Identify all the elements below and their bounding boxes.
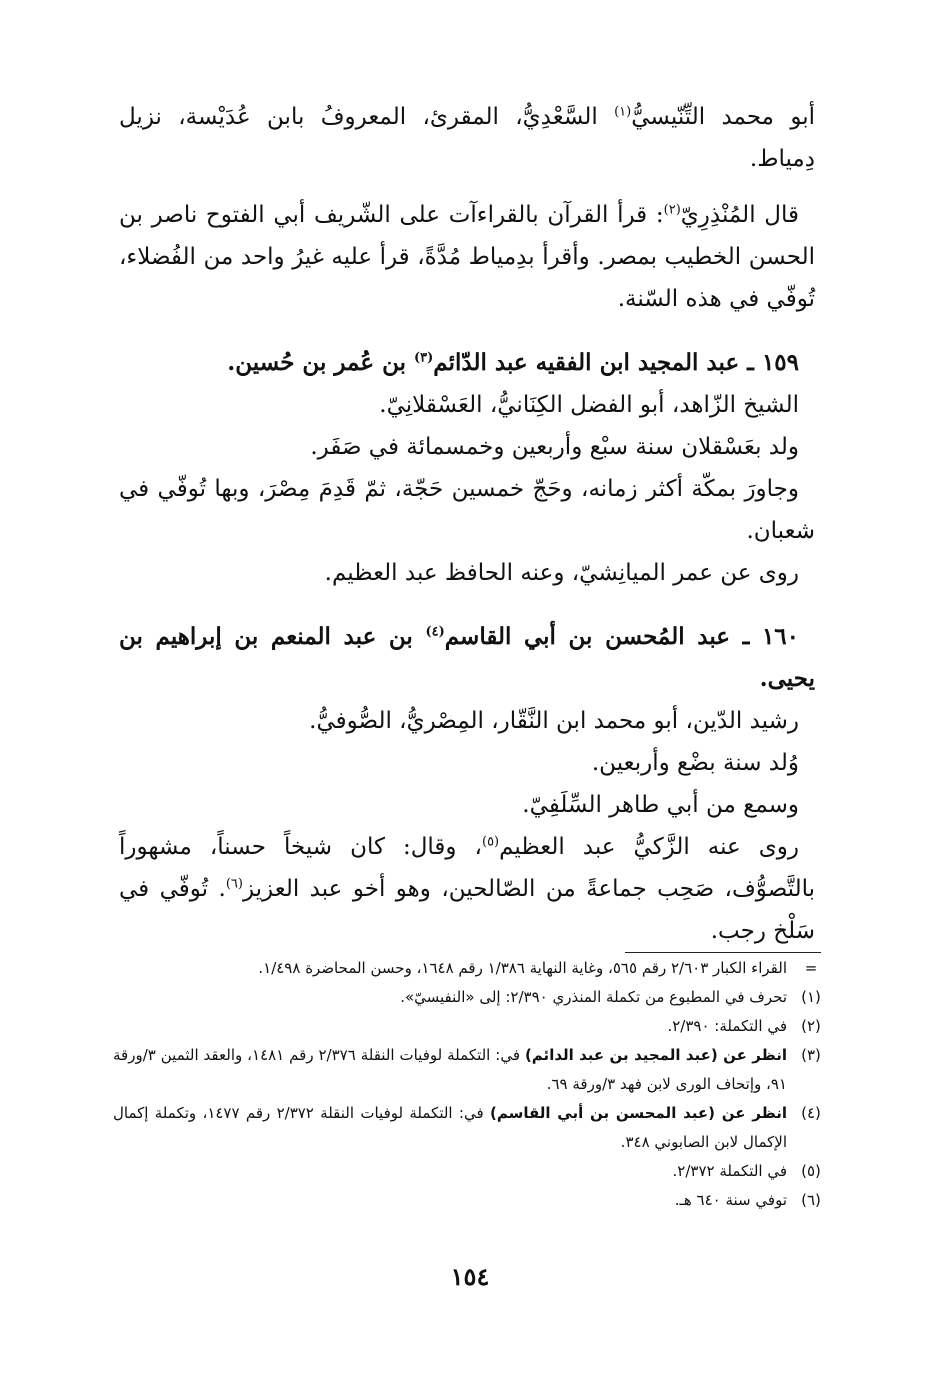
footnote-mark: (٥) <box>801 1162 821 1180</box>
footnotes <box>113 954 835 1215</box>
entry-160-line-2: وُلد سنة بضْع وأربعين. <box>591 750 799 776</box>
footnote-text: في التكملة ٢/٣٧٢. <box>672 1162 787 1180</box>
footnote-sources: في: التكملة لوفيات النقلة ٢/٣٧٢ رقم ١٤٧٧، وتكملة إكمال الإكمال لابن الصابوني ٣٤٨. <box>113 1104 787 1151</box>
footnote-4 <box>113 1099 835 1157</box>
entry-159-line-2: ولد بعَسْقلان سنة سبْع وأربعين وخمسمائة في صَفَر. <box>310 434 799 460</box>
footnote-ref-4: (٤) <box>425 624 445 640</box>
footnote-sources: في: التكملة لوفيات النقلة ٢/٣٧٦ رقم ١٤٨١، والعقد الثمين ٣/ورقة ٩١، وإتحاف الورى لابن فهد ٣/ورقة ٦٩. <box>113 1046 787 1093</box>
mundhiri-text-end: : قرأ القرآن بالقراءآت على الشّريف أبي الفتوح ناصر بن الحسن الخطيب بمصر. وأقرأ بدِمياط مُدَّةً، قرأ عليه غيرُ واحد من الفُضلاء، تُوفّي في هذه السّنة. <box>119 202 815 312</box>
intro-text-end: السَّعْدِيُّ، المقرئ، المعروفُ بابن عُدَيْسة، نزيل دِمياط. <box>119 104 815 172</box>
entry-160-heading-end: بن عبد المنعم بن إبراهيم بن يحيى. <box>119 623 815 692</box>
footnote-subject: انظر عن (عبد المجيد بن عبد الدائم) <box>524 1046 787 1064</box>
mundhiri-text-start: قال المُنْذِرِيّ <box>680 202 799 228</box>
entry-160-line-4 <box>119 826 815 952</box>
footnote-continuation <box>113 954 835 983</box>
intro-paragraph <box>119 96 815 180</box>
footnote-mark: (٤) <box>801 1104 821 1122</box>
footnote-ref-1: (١) <box>614 104 632 120</box>
main-text <box>119 96 815 952</box>
entry-159-line-4: روى عن عمر الميانِشيّ، وعنه الحافظ عبد العظيم. <box>324 560 799 586</box>
entry-160-line-4-end: . تُوفّي في سَلْخ رجب. <box>119 876 815 944</box>
footnote-subject: انظر عن (عبد المحسن بن أبي القاسم) <box>489 1104 787 1122</box>
footnote-mark: (١) <box>801 988 821 1006</box>
entry-159-line-1: الشيخ الزّاهد، أبو الفضل الكِنَانيُّ، العَسْقلانِيّ. <box>379 392 799 418</box>
footnote-2 <box>113 1012 835 1041</box>
entry-160-line-3: وسمع من أبي طاهر السِّلَفِيّ. <box>522 792 799 818</box>
footnote-text: توفي سنة ٦٤٠ هـ. <box>674 1191 787 1209</box>
footnote-ref-2: (٢) <box>663 202 681 218</box>
entry-160-line-1: رشيد الدّين، أبو محمد ابن النَّقّار، المِصْريُّ، الصُّوفيُّ. <box>309 708 799 734</box>
footnote-1 <box>113 983 835 1012</box>
footnote-5 <box>113 1157 835 1186</box>
footnote-text <box>113 1099 787 1157</box>
entry-159-heading-end: بن عُمر بن حُسين. <box>227 349 414 376</box>
footnote-text: القراء الكبار ٢/٦٠٣ رقم ٥٦٥، وغاية النهاية ١/٣٨٦ رقم ١٦٤٨، وحسن المحاضرة ١/٤٩٨. <box>258 959 787 977</box>
entry-159-line-3: وجاورَ بمكّة أكثر زمانه، وحَجّ خمسين حَجّة، ثمّ قَدِمَ مِصْرَ، وبها تُوفّي في شعبان. <box>119 476 815 544</box>
entry-160-line-4-start: روى عنه الزَّكيُّ عبد العظيم <box>499 834 800 860</box>
footnote-6 <box>113 1186 835 1215</box>
footnote-mark: = <box>804 959 818 977</box>
entry-160-heading <box>119 616 815 700</box>
entry-160-line-4-middle: ، وقال: كان شيخاً حسناً، مشهوراً بالتَّصوُّف، صَحِب جماعةً من الصّالحين، وهو أخو عبد العزيز <box>119 834 815 902</box>
entry-159-heading-start: ١٥٩ ـ عبد المجيد ابن الفقيه عبد الدّائم <box>433 349 799 376</box>
entry-159-heading <box>119 342 815 384</box>
footnote-ref-3: (٣) <box>414 350 434 366</box>
footnote-mark: (٢) <box>801 1017 821 1035</box>
footnote-ref-5: (٥) <box>481 834 500 850</box>
footnote-ref-6: (٦) <box>225 876 243 892</box>
footnote-mark: (٦) <box>801 1191 821 1209</box>
mundhiri-paragraph <box>119 194 815 320</box>
footnote-text <box>113 1041 787 1099</box>
footnote-text: في التكملة: ٢/٣٩٠. <box>667 1017 787 1035</box>
footnote-3 <box>113 1041 835 1099</box>
footnote-text: تحرف في المطبوع من تكملة المنذري ٢/٣٩٠: إلى «النفيسيّ». <box>400 988 787 1006</box>
footnote-mark: (٣) <box>801 1046 821 1064</box>
page-number: ١٥٤ <box>450 1262 490 1291</box>
entry-160-heading-start: ١٦٠ ـ عبد المُحسن بن أبي القاسم <box>444 623 800 650</box>
intro-text-start: أبو محمد التِّنّيسيُّ <box>631 104 815 130</box>
footnote-separator <box>625 952 821 953</box>
